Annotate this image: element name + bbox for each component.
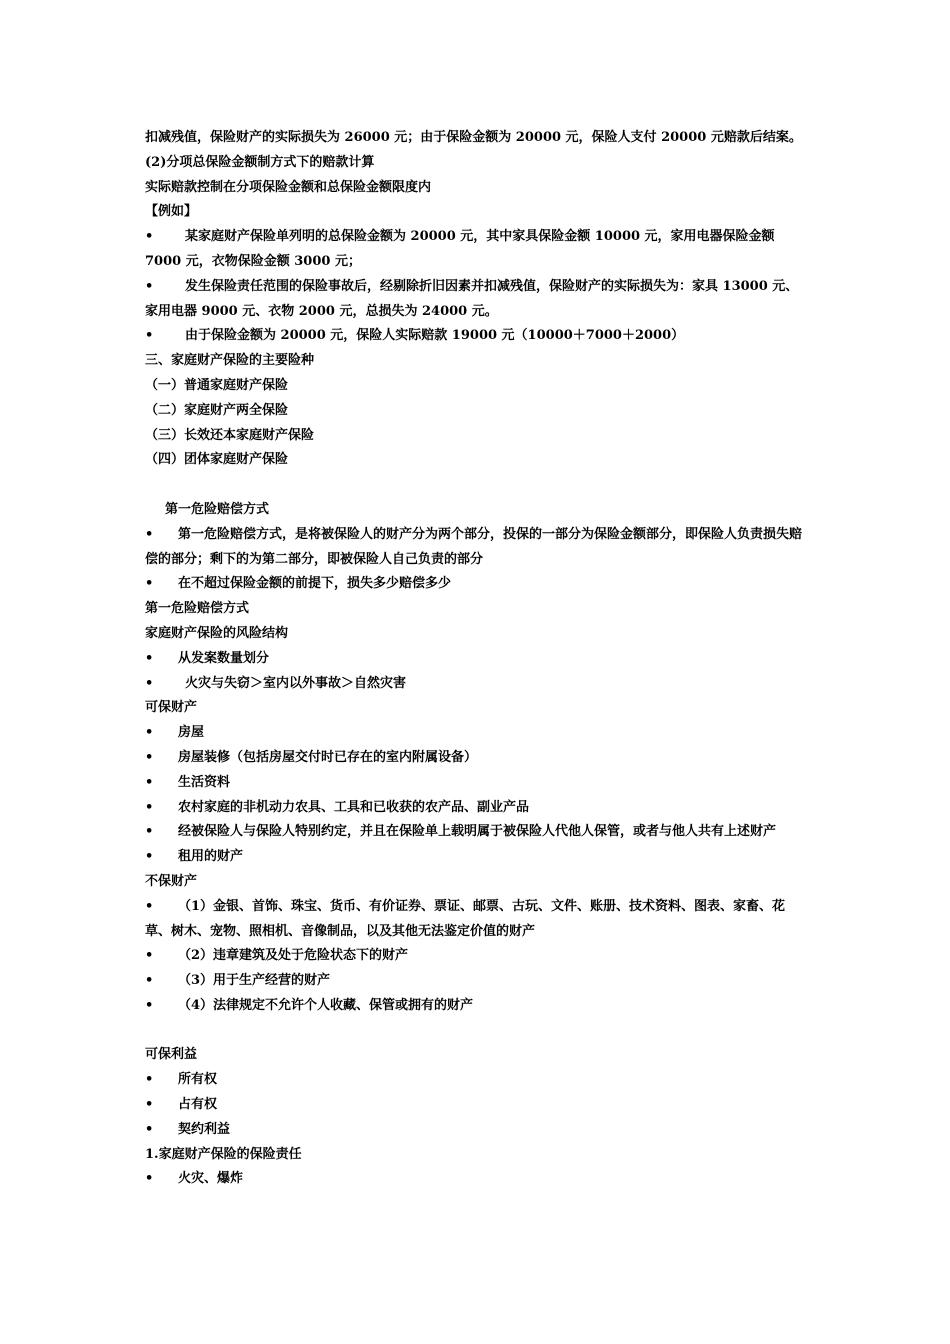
bullet-icon: • <box>145 973 154 989</box>
bullet-icon: • <box>145 526 154 542</box>
bullet-icon: • <box>145 997 154 1013</box>
bullet-icon: • <box>145 749 154 765</box>
bullet-icon: • <box>145 948 154 964</box>
bullet-text: 火灾、爆炸 <box>178 1171 244 1187</box>
bullet-text: 租用的财产 <box>178 849 244 865</box>
section-heading: 家庭财产保险的风险结构 <box>145 625 289 641</box>
text-line: 【例如】 <box>145 204 198 220</box>
text-line: (2)分项总保险金额制方式下的赔款计算 <box>145 154 375 170</box>
bullet-text: 契约利益 <box>178 1121 231 1137</box>
bullet-item <box>145 275 810 325</box>
bullet-text: 房屋装修（包括房屋交付时已存在的室内附属设备） <box>178 749 478 765</box>
bullet-item <box>145 746 810 771</box>
bullet-item <box>145 721 810 746</box>
bullet-icon: • <box>145 675 154 691</box>
bullet-text: 由于保险金额为 20000 元，保险人实际赔款 19000 元（10000＋7000＋2000） <box>185 328 685 344</box>
bullet-icon: • <box>145 725 154 741</box>
list-item: （三）长效还本家庭财产保险 <box>145 427 315 443</box>
bullet-text: 占有权 <box>178 1097 218 1113</box>
bullet-text: 所有权 <box>178 1072 218 1088</box>
bullet-icon: • <box>145 1072 154 1088</box>
bullet-icon: • <box>145 576 154 592</box>
section-heading: 可保财产 <box>145 700 198 716</box>
text-line: 实际赔款控制在分项保险金额和总保险金额限度内 <box>145 179 432 195</box>
bullet-text: （2）违章建筑及处于危险状态下的财产 <box>178 948 409 964</box>
bullet-item <box>145 324 810 349</box>
text-line: 扣减残值，保险财产的实际损失为 26000 元；由于保险金额为 20000 元，保险人支付 20000 元赔款后结案。 <box>145 130 802 145</box>
list-item: （二）家庭财产两全保险 <box>145 402 289 418</box>
bullet-item <box>145 969 810 994</box>
bullet-item <box>145 225 810 275</box>
bullet-text: 经被保险人与保险人特别约定，并且在保险单上载明属于被保险人代他人保管，或者与他人共有上述财产 <box>178 824 777 840</box>
bullet-text: 第一危险赔偿方式，是将被保险人的财产分为两个部分，投保的一部分为保险金额部分，即保险人负责损失赔偿的部分；剩下的为第二部分，即被保险人自己负责的部分 <box>145 526 803 567</box>
bullet-item <box>145 944 810 969</box>
list-item: （四）团体家庭财产保险 <box>145 452 289 468</box>
section-heading: 不保财产 <box>145 873 198 889</box>
list-item: （一）普通家庭财产保险 <box>145 377 289 393</box>
bullet-icon: • <box>145 328 154 344</box>
bullet-text: （3）用于生产经营的财产 <box>178 973 331 989</box>
bullet-item <box>145 1068 810 1093</box>
bullet-icon: • <box>145 229 154 245</box>
blank-line <box>145 473 810 498</box>
section-heading: 可保利益 <box>145 1047 198 1063</box>
bullet-icon: • <box>145 650 154 666</box>
bullet-text: 房屋 <box>178 725 205 741</box>
bullet-icon: • <box>145 278 154 294</box>
bullet-icon: • <box>145 1121 154 1137</box>
bullet-icon: • <box>145 799 154 815</box>
bullet-icon: • <box>145 849 154 865</box>
bullet-item <box>145 572 810 597</box>
bullet-text: 某家庭财产保险单列明的总保险金额为 20000 元，其中家具保险金额 10000 元，家用电器保险金额 7000 元，衣物保险金额 3000 元； <box>145 229 775 269</box>
document-body <box>145 126 810 1192</box>
bullet-item <box>145 647 810 672</box>
bullet-icon: • <box>145 774 154 790</box>
bullet-item <box>145 845 810 870</box>
bullet-item <box>145 1093 810 1118</box>
bullet-item <box>145 1118 810 1143</box>
bullet-text: 在不超过保险金额的前提下，损失多少赔偿多少 <box>178 576 452 592</box>
bullet-item <box>145 771 810 796</box>
blank-line <box>145 1019 810 1044</box>
bullet-item <box>145 895 810 945</box>
section-heading: 三、家庭财产保险的主要险种 <box>145 353 315 369</box>
bullet-text: （4）法律规定不允许个人收藏、保管或拥有的财产 <box>178 997 474 1013</box>
bullet-item <box>145 796 810 821</box>
bullet-icon: • <box>145 1097 154 1113</box>
section-heading: 第一危险赔偿方式 <box>165 501 270 517</box>
bullet-text: 火灾与失窃＞室内以外事故＞自然灾害 <box>185 675 407 691</box>
bullet-icon: • <box>145 898 154 914</box>
bullet-text: 发生保险责任范围的保险事故后，经剔除折旧因素并扣减残值，保险财产的实际损失为：家具 13000 元、家用电器 9000 元、衣物 2000 元，总损失为 24000 元。 <box>145 278 799 319</box>
bullet-item <box>145 1167 810 1192</box>
bullet-icon: • <box>145 1171 154 1187</box>
bullet-item <box>145 523 810 573</box>
bullet-item <box>145 672 810 697</box>
section-heading: 第一危险赔偿方式 <box>145 601 250 617</box>
bullet-icon: • <box>145 824 154 840</box>
bullet-item <box>145 994 810 1019</box>
bullet-text: 农村家庭的非机动力农具、工具和已收获的农产品、副业产品 <box>178 799 530 815</box>
bullet-text: 从发案数量划分 <box>178 650 270 666</box>
bullet-text: （1）金银、首饰、珠宝、货币、有价证券、票证、邮票、古玩、文件、账册、技术资料、图表、家畜、花草、树木、宠物、照相机、音像制品，以及其他无法鉴定价值的财产 <box>145 898 786 939</box>
bullet-text: 生活资料 <box>178 774 231 790</box>
section-heading: 1.家庭财产保险的保险责任 <box>145 1146 302 1162</box>
bullet-item <box>145 820 810 845</box>
